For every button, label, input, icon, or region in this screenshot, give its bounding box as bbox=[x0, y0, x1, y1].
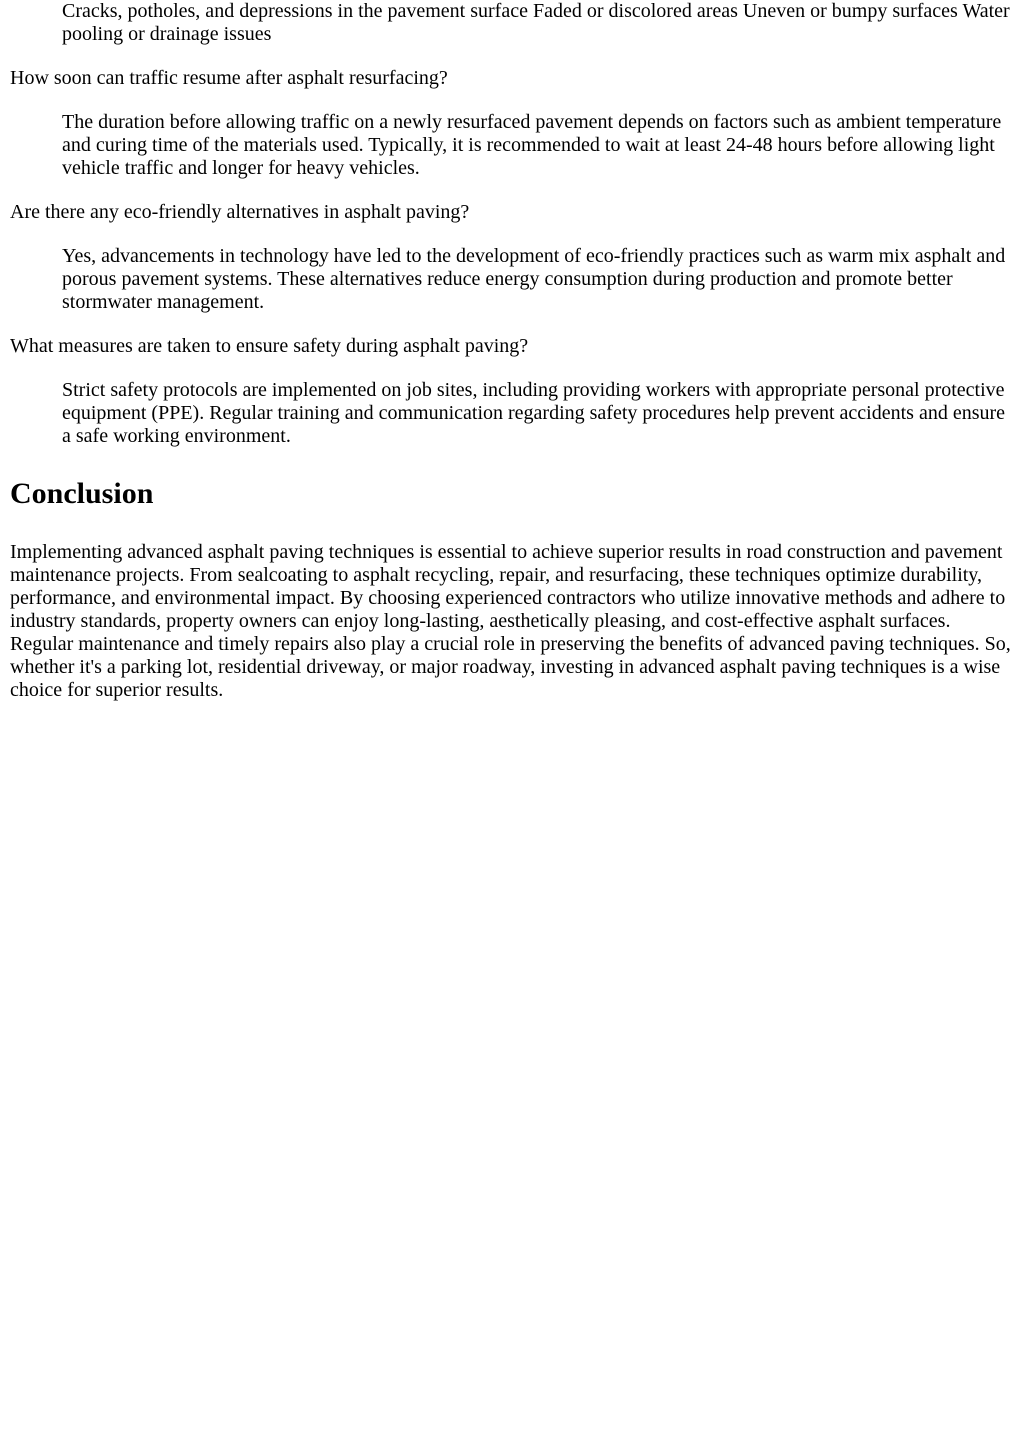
conclusion-heading: Conclusion bbox=[10, 477, 154, 510]
faq-answer-traffic-resume: The duration before allowing traffic on a newly resurfaced pavement depends on factors such as ambient temperature and curing time of the materials used. Typically, it is recommended to wait at least 24-48 hours before allowing light vehicle traffic and longer for heavy vehicles. bbox=[62, 111, 1002, 179]
faq-question-safety: What measures are taken to ensure safety during asphalt paving? bbox=[10, 335, 529, 357]
faq-answer-safety: Strict safety protocols are implemented on job sites, including providing workers with appropriate personal protective equipment (PPE). Regular training and communication regarding safety procedures help prevent accidents and ensure a safe working environment. bbox=[62, 379, 1006, 447]
faq-question-eco-friendly: Are there any eco-friendly alternatives in asphalt paving? bbox=[10, 201, 470, 223]
article-content bbox=[10, 0, 1014, 702]
faq-answer-signs: Cracks, potholes, and depressions in the pavement surface Faded or discolored areas Uneven or bumpy surfaces Water pooling or drainage issues bbox=[62, 0, 1010, 45]
faq-question-traffic-resume: How soon can traffic resume after asphalt resurfacing? bbox=[10, 67, 448, 89]
conclusion-paragraph: Implementing advanced asphalt paving techniques is essential to achieve superior results in road construction and pavement maintenance projects. From sealcoating to asphalt recycling, repair, and resurfacing, these techniques optimize durability, performance, and environmental impact. By choosing experienced contractors who utilize innovative methods and adhere to industry standards, property owners can enjoy long-lasting, aesthetically pleasing, and cost-effective asphalt surfaces. Regular maintenance and timely repairs also play a crucial role in preserving the benefits of advanced paving techniques. So, whether it's a parking lot, residential driveway, or major roadway, investing in advanced asphalt paving techniques is a wise choice for superior results. bbox=[10, 541, 1011, 701]
faq-answer-eco-friendly: Yes, advancements in technology have led to the development of eco-friendly practices such as warm mix asphalt and porous pavement systems. These alternatives reduce energy consumption during production and promote better stormwater management. bbox=[62, 245, 1006, 313]
